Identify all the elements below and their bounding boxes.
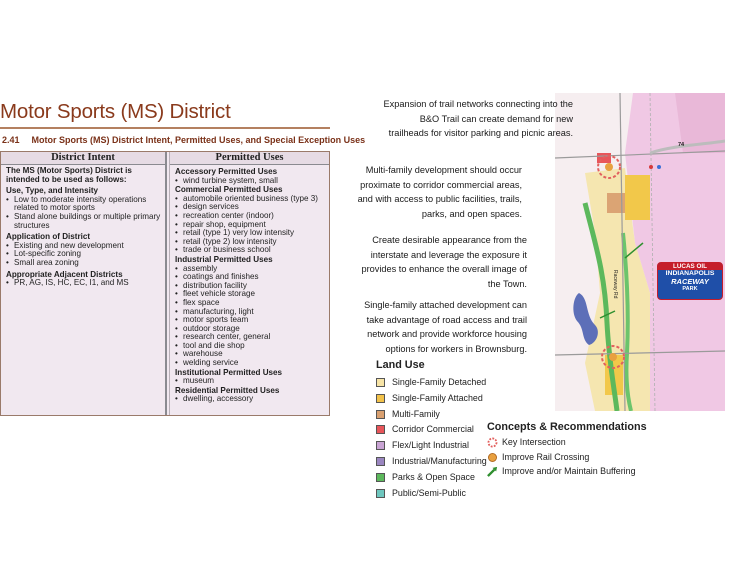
permitted-item: • design services [175,203,325,212]
legend-label: Parks & Open Space [392,472,475,482]
swatch [376,410,385,419]
intent-intro: The MS (Motor Sports) District is intended to be used as follows: [6,166,132,184]
concept-label: Improve Rail Crossing [502,452,590,462]
swatch [376,394,385,403]
rail-crossing-icon [487,452,498,463]
district-intent-column [1,152,167,415]
permitted-group-title: Commercial Permitted Uses [175,185,283,195]
swatch [376,473,385,482]
single-family-attached-zone [625,175,650,220]
concepts-legend-title: Concepts & Recommendations [487,421,647,433]
permitted-item: • museum [175,377,325,386]
intent-group-title: Application of District [6,232,91,242]
permitted-uses-header: Permitted Uses [170,152,329,165]
swatch [376,489,385,498]
map-dot [649,165,653,169]
concept-label: Key Intersection [502,437,566,447]
intent-group [6,187,161,230]
road-label: Raceway Rd [612,270,618,299]
document-title: Motor Sports (MS) District [0,100,231,123]
land-use-map [555,93,725,411]
permitted-uses-column [169,152,329,415]
logo-line-3: RACEWAY [671,277,709,286]
rail-crossing-marker [609,353,617,361]
swatch [376,378,385,387]
intent-item: • Low to moderate intensity operations related to motor sports [6,196,161,213]
intent-group [6,271,161,288]
permitted-item: • trade or business school [175,246,325,255]
intent-item: • Existing and new development [6,242,161,251]
map-note: Expansion of trail networks connecting into the B&O Trail can create demand for new trailheads for visitor parking and picnic areas. [383,99,573,139]
section-title: Motor Sports (MS) District Intent, Permitted Uses, and Special Exception Uses [31,135,366,145]
permitted-group-title: Accessory Permitted Uses [175,167,278,176]
buffering-icon [487,466,498,477]
permitted-item: • flex space [175,299,325,308]
permitted-group-title: Industrial Permitted Uses [175,254,273,264]
permitted-item: • retail (type 2) low intensity [175,238,325,247]
intent-item: • PR, AG, IS, HC, EC, I1, and MS [6,279,161,288]
legend-label: Flex/Light Industrial [392,440,469,450]
permitted-item: • outdoor storage [175,325,325,334]
interstate-sign: 74 [678,142,685,148]
permitted-group-title: Residential Permitted Uses [175,385,280,395]
section-number: 2.41 [2,135,20,145]
permitted-item: • recreation center (indoor) [175,212,325,221]
raceway-park-logo [657,262,723,300]
intent-item: • Small area zoning [6,259,161,268]
permitted-item: • welding service [175,359,325,368]
district-table [0,151,330,416]
permitted-item: • wind turbine system, small [175,177,325,186]
map-note: Single-family attached development can take advantage of road access and trail network and provide workforce housing options for workers in Brownsburg. [364,300,527,354]
title-rule [0,127,330,129]
swatch [376,425,385,434]
logo-line-1: LUCAS OIL [658,263,722,270]
permitted-item: • manufacturing, light [175,308,325,317]
legend-label: Single-Family Attached [392,393,483,403]
district-intent-header: District Intent [1,152,165,165]
swatch [376,441,385,450]
swatch [376,457,385,466]
legend-label: Single-Family Detached [392,377,487,387]
legend-label: Industrial/Manufacturing [392,456,487,466]
intent-group [6,233,161,267]
concept-label: Improve and/or Maintain Buffering [502,466,636,476]
zoning-document [0,100,366,418]
map-note: Create desirable appearance from the interstate and leverage the exposure it provides to enhance the overall image of the Town. [361,235,527,289]
legend-label: Public/Semi-Public [392,488,466,498]
permitted-group-title: Institutional Permitted Uses [175,367,283,377]
map-dot [657,165,661,169]
permitted-item: • motor sports team [175,316,325,325]
intent-item: • Lot-specific zoning [6,250,161,259]
permitted-item: • fleet vehicle storage [175,290,325,299]
logo-line-4: PARK [682,286,698,292]
permitted-item: • research center, general [175,333,325,342]
permitted-item: • retail (type 1) very low intensity [175,229,325,238]
permitted-item: • coatings and finishes [175,273,325,282]
legend-label: Corridor Commercial [392,424,474,434]
logo-line-2: INDIANAPOLIS [665,270,715,277]
permitted-item: • tool and die shop [175,342,325,351]
land-use-legend-title: Land Use [376,359,425,371]
permitted-item: • automobile oriented business (type 3) [175,195,325,204]
permitted-item: • assembly [175,265,325,274]
permitted-item: • distribution facility [175,282,325,291]
map-note: Multi-family development should occur proximate to corridor commercial areas, and with access to public facilities, trails, parks, and open spaces. [357,165,522,219]
intent-group-title: Appropriate Adjacent Districts [6,269,123,279]
permitted-item: • dwelling, accessory [175,395,325,404]
rail-crossing-marker [605,163,613,171]
intent-group-title: Use, Type, and Intensity [6,186,99,196]
permitted-item: • repair shop, equipment [175,221,325,230]
intent-item: • Stand alone buildings or multiple primary structures [6,213,161,230]
legend-label: Multi-Family [392,409,440,419]
key-intersection-icon [487,437,498,448]
permitted-item: • warehouse [175,350,325,359]
section-heading [2,135,365,145]
